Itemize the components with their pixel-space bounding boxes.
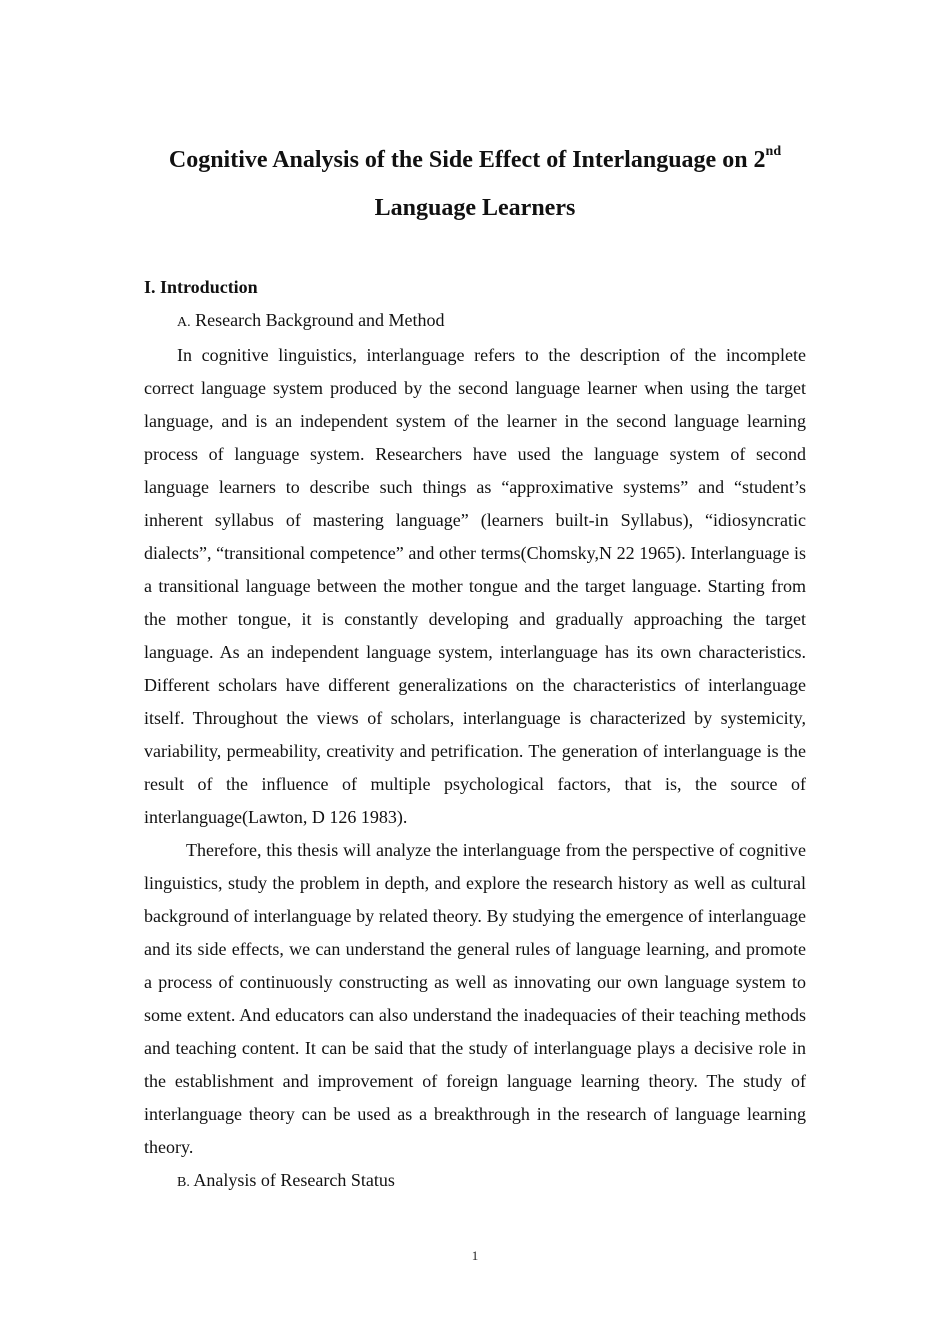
paragraph-2: Therefore, this thesis will analyze the interlanguage from the perspective of cognitive linguistics, study the problem in depth, and explore the research history as well as cultural background of interlanguage by related theory. By studying the emergence of interlanguage and its side effects, we can understand the general rules of language learning, and promote a process of continuously constructing as well as innovating our own language system to some extent. And educators can also understand the inadequacies of their teaching methods and teaching content. It can be said that the study of interlanguage plays a decisive role in the establishment and improvement of foreign language learning theory. The study of interlanguage theory can be used as a breakthrough in the research of language learning theory. bbox=[144, 840, 806, 1157]
document-title bbox=[120, 138, 830, 230]
subsection-a-letter: A. bbox=[177, 315, 191, 330]
document-body bbox=[144, 271, 806, 1199]
page-number: 1 bbox=[471, 1248, 479, 1263]
paragraph-1: In cognitive linguistics, interlanguage refers to the description of the incomplete correct language system produced by the second language learner when using the target language, and is an independent system of the learner in the second language learning process of language system. Researchers have used the language system of second language learners to describe such things as “approximative systems” and “student’s inherent syllabus of mastering language” (learners built-in Syllabus), “idiosyncratic dialects”, “transitional competence” and other terms(Chomsky,N 22 1965). Interlanguage is a transitional language between the mother tongue and the target language. Starting from the mother tongue, it is constantly developing and gradually approaching the target language. As an independent language system, interlanguage has its own characteristics. Different scholars have different generalizations on the characteristics of interlanguage itself. Throughout the views of scholars, interlanguage is characterized by systemicity, variability, permeability, creativity and petrification. The generation of interlanguage is the result of the influence of multiple psychological factors, that is, the source of interlanguage(Lawton, D 126 1983). bbox=[144, 345, 806, 827]
subsection-b-letter: B. bbox=[177, 1175, 190, 1190]
title-line-1: Cognitive Analysis of the Side Effect of Interlanguage on 2 bbox=[168, 147, 766, 173]
section-heading: I. Introduction bbox=[144, 277, 258, 297]
title-superscript: nd bbox=[765, 144, 782, 159]
subsection-a-heading bbox=[144, 304, 806, 339]
subsection-b-heading bbox=[144, 1164, 806, 1199]
subsection-a-title: Research Background and Method bbox=[195, 310, 445, 330]
title-line-2: Language Learners bbox=[374, 195, 576, 221]
subsection-b-title: Analysis of Research Status bbox=[193, 1170, 395, 1190]
